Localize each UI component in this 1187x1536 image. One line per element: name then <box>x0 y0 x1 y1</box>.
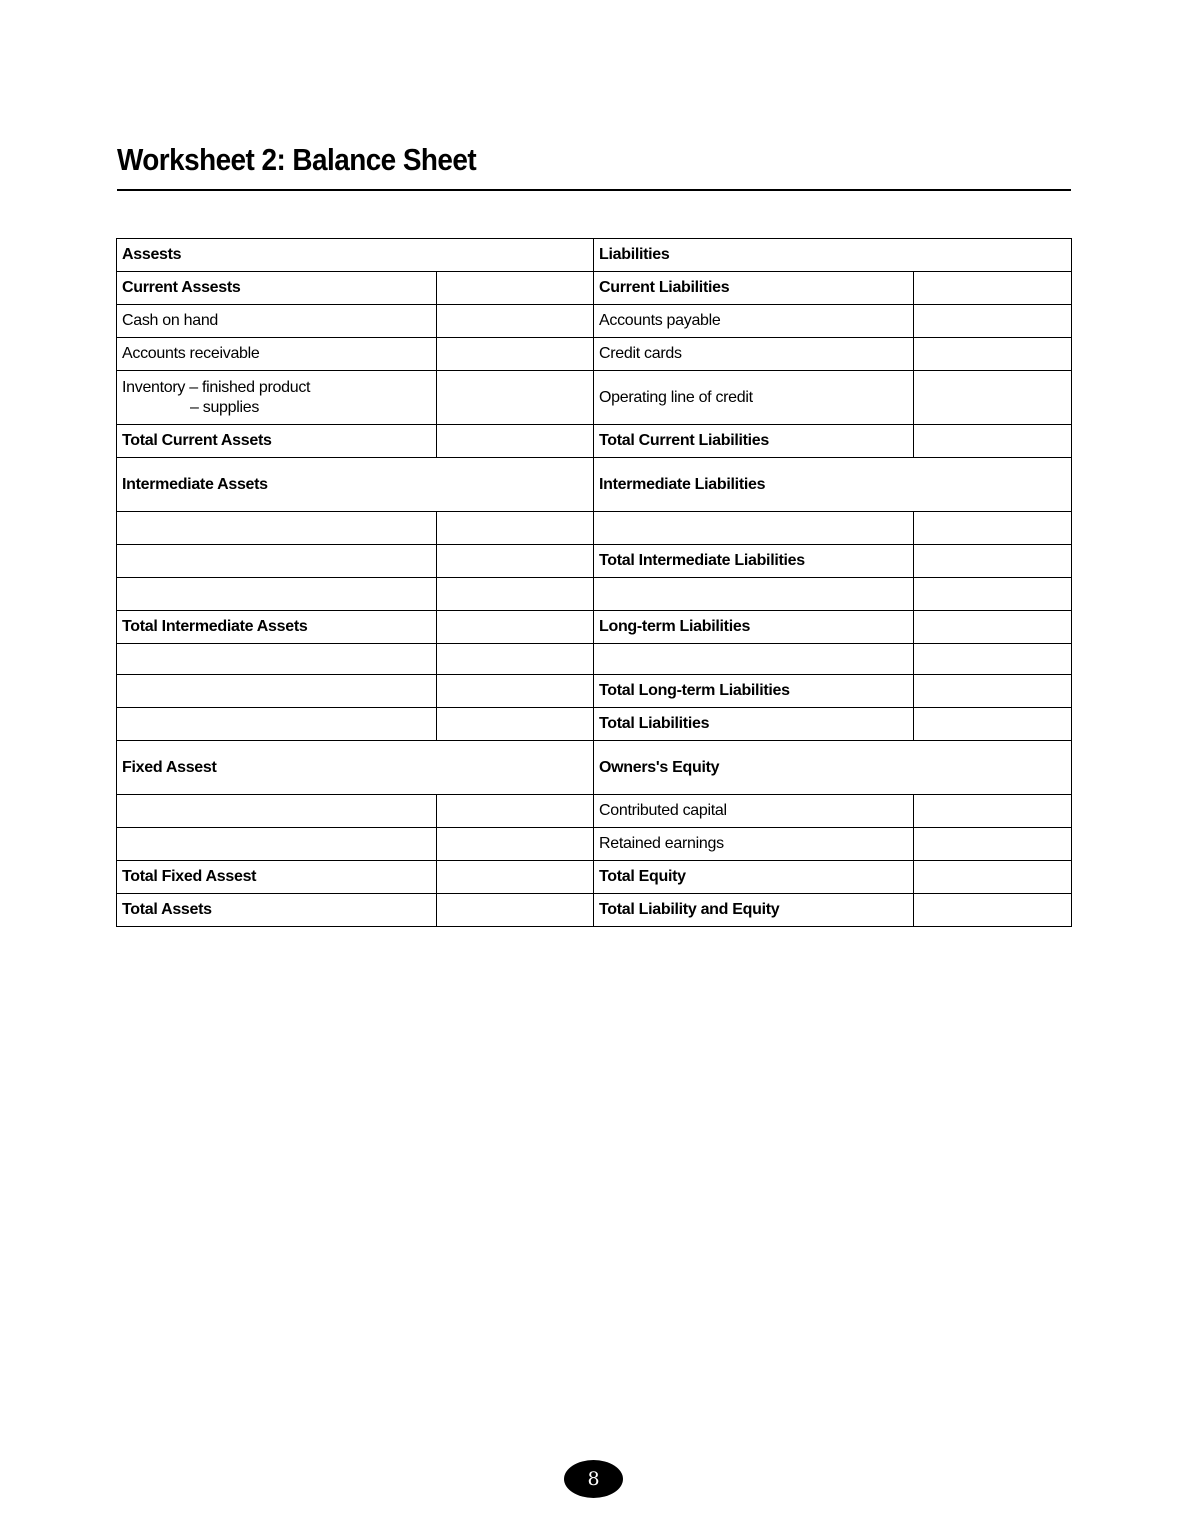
cash-on-hand-amount-cell[interactable] <box>437 305 594 338</box>
blank-label-cell[interactable] <box>117 644 437 675</box>
current-assets-label: Current Assests <box>117 272 437 305</box>
credit-cards-amount-cell[interactable] <box>914 338 1072 371</box>
assets-header: Assests <box>117 239 594 272</box>
page-title: Worksheet 2: Balance Sheet <box>117 142 477 177</box>
total-assets-amount-cell[interactable] <box>437 894 594 927</box>
table-row <box>117 578 1072 611</box>
total-fixed-assets-amount-cell[interactable] <box>437 861 594 894</box>
table-row <box>117 644 1072 675</box>
long-term-liabilities-label: Long-term Liabilities <box>594 611 914 644</box>
blank-amount-cell[interactable] <box>437 708 594 741</box>
inventory-finished-label: Inventory – finished product <box>122 378 311 396</box>
table-row <box>117 425 1072 458</box>
total-equity-amount-cell[interactable] <box>914 861 1072 894</box>
blank-amount-cell[interactable] <box>437 545 594 578</box>
table-row <box>117 861 1072 894</box>
total-fixed-assets-label: Total Fixed Assest <box>117 861 437 894</box>
blank-amount-cell[interactable] <box>437 675 594 708</box>
table-row <box>117 795 1072 828</box>
intermediate-liabilities-header: Intermediate Liabilities <box>594 458 1072 512</box>
accounts-receivable-amount-cell[interactable] <box>437 338 594 371</box>
owners-equity-header: Owners's Equity <box>594 741 1072 795</box>
total-long-term-liabilities-amount-cell[interactable] <box>914 675 1072 708</box>
table-row <box>117 371 1072 425</box>
blank-label-cell[interactable] <box>594 644 914 675</box>
table-row <box>117 338 1072 371</box>
current-assets-amount-cell[interactable] <box>437 272 594 305</box>
inventory-cell <box>117 371 437 425</box>
table-row <box>117 828 1072 861</box>
table-row <box>117 305 1072 338</box>
accounts-payable-label: Accounts payable <box>594 305 914 338</box>
blank-label-cell[interactable] <box>117 512 437 545</box>
blank-amount-cell[interactable] <box>437 828 594 861</box>
total-current-assets-label: Total Current Assets <box>117 425 437 458</box>
page-number: 8 <box>564 1460 623 1498</box>
total-liability-equity-label: Total Liability and Equity <box>594 894 914 927</box>
total-long-term-liabilities-label: Total Long-term Liabilities <box>594 675 914 708</box>
blank-amount-cell[interactable] <box>437 578 594 611</box>
total-liabilities-label: Total Liabilities <box>594 708 914 741</box>
table-row <box>117 458 1072 512</box>
total-intermediate-liabilities-label: Total Intermediate Liabilities <box>594 545 914 578</box>
long-term-liabilities-amount-cell[interactable] <box>914 611 1072 644</box>
blank-amount-cell[interactable] <box>437 512 594 545</box>
liabilities-header: Liabilities <box>594 239 1072 272</box>
blank-amount-cell[interactable] <box>914 578 1072 611</box>
table-row <box>117 894 1072 927</box>
total-liability-equity-amount-cell[interactable] <box>914 894 1072 927</box>
table-row <box>117 675 1072 708</box>
table-row <box>117 611 1072 644</box>
blank-label-cell[interactable] <box>594 512 914 545</box>
intermediate-assets-header: Intermediate Assets <box>117 458 594 512</box>
inventory-supplies-label: – supplies <box>190 398 260 416</box>
blank-amount-cell[interactable] <box>437 795 594 828</box>
total-equity-label: Total Equity <box>594 861 914 894</box>
current-liabilities-label: Current Liabilities <box>594 272 914 305</box>
total-current-assets-amount-cell[interactable] <box>437 425 594 458</box>
blank-label-cell[interactable] <box>117 578 437 611</box>
title-rule <box>117 189 1071 191</box>
fixed-assets-header: Fixed Assest <box>117 741 594 795</box>
blank-amount-cell[interactable] <box>914 644 1072 675</box>
balance-sheet-table <box>116 238 1072 927</box>
accounts-receivable-label: Accounts receivable <box>117 338 437 371</box>
total-current-liabilities-label: Total Current Liabilities <box>594 425 914 458</box>
contributed-capital-amount-cell[interactable] <box>914 795 1072 828</box>
total-intermediate-liabilities-amount-cell[interactable] <box>914 545 1072 578</box>
contributed-capital-label: Contributed capital <box>594 795 914 828</box>
current-liabilities-amount-cell[interactable] <box>914 272 1072 305</box>
operating-line-label: Operating line of credit <box>594 371 914 425</box>
blank-label-cell[interactable] <box>117 675 437 708</box>
total-intermediate-assets-amount-cell[interactable] <box>437 611 594 644</box>
table-row <box>117 239 1072 272</box>
table-row <box>117 512 1072 545</box>
accounts-payable-amount-cell[interactable] <box>914 305 1072 338</box>
retained-earnings-amount-cell[interactable] <box>914 828 1072 861</box>
operating-line-amount-cell[interactable] <box>914 371 1072 425</box>
inventory-amount-cell[interactable] <box>437 371 594 425</box>
total-current-liabilities-amount-cell[interactable] <box>914 425 1072 458</box>
blank-amount-cell[interactable] <box>437 644 594 675</box>
table-row <box>117 741 1072 795</box>
table-row <box>117 545 1072 578</box>
blank-label-cell[interactable] <box>117 708 437 741</box>
cash-on-hand-label: Cash on hand <box>117 305 437 338</box>
blank-label-cell[interactable] <box>594 578 914 611</box>
blank-label-cell[interactable] <box>117 828 437 861</box>
total-liabilities-amount-cell[interactable] <box>914 708 1072 741</box>
blank-amount-cell[interactable] <box>914 512 1072 545</box>
blank-label-cell[interactable] <box>117 795 437 828</box>
retained-earnings-label: Retained earnings <box>594 828 914 861</box>
credit-cards-label: Credit cards <box>594 338 914 371</box>
table-row <box>117 708 1072 741</box>
total-intermediate-assets-label: Total Intermediate Assets <box>117 611 437 644</box>
blank-label-cell[interactable] <box>117 545 437 578</box>
table-row <box>117 272 1072 305</box>
total-assets-label: Total Assets <box>117 894 437 927</box>
